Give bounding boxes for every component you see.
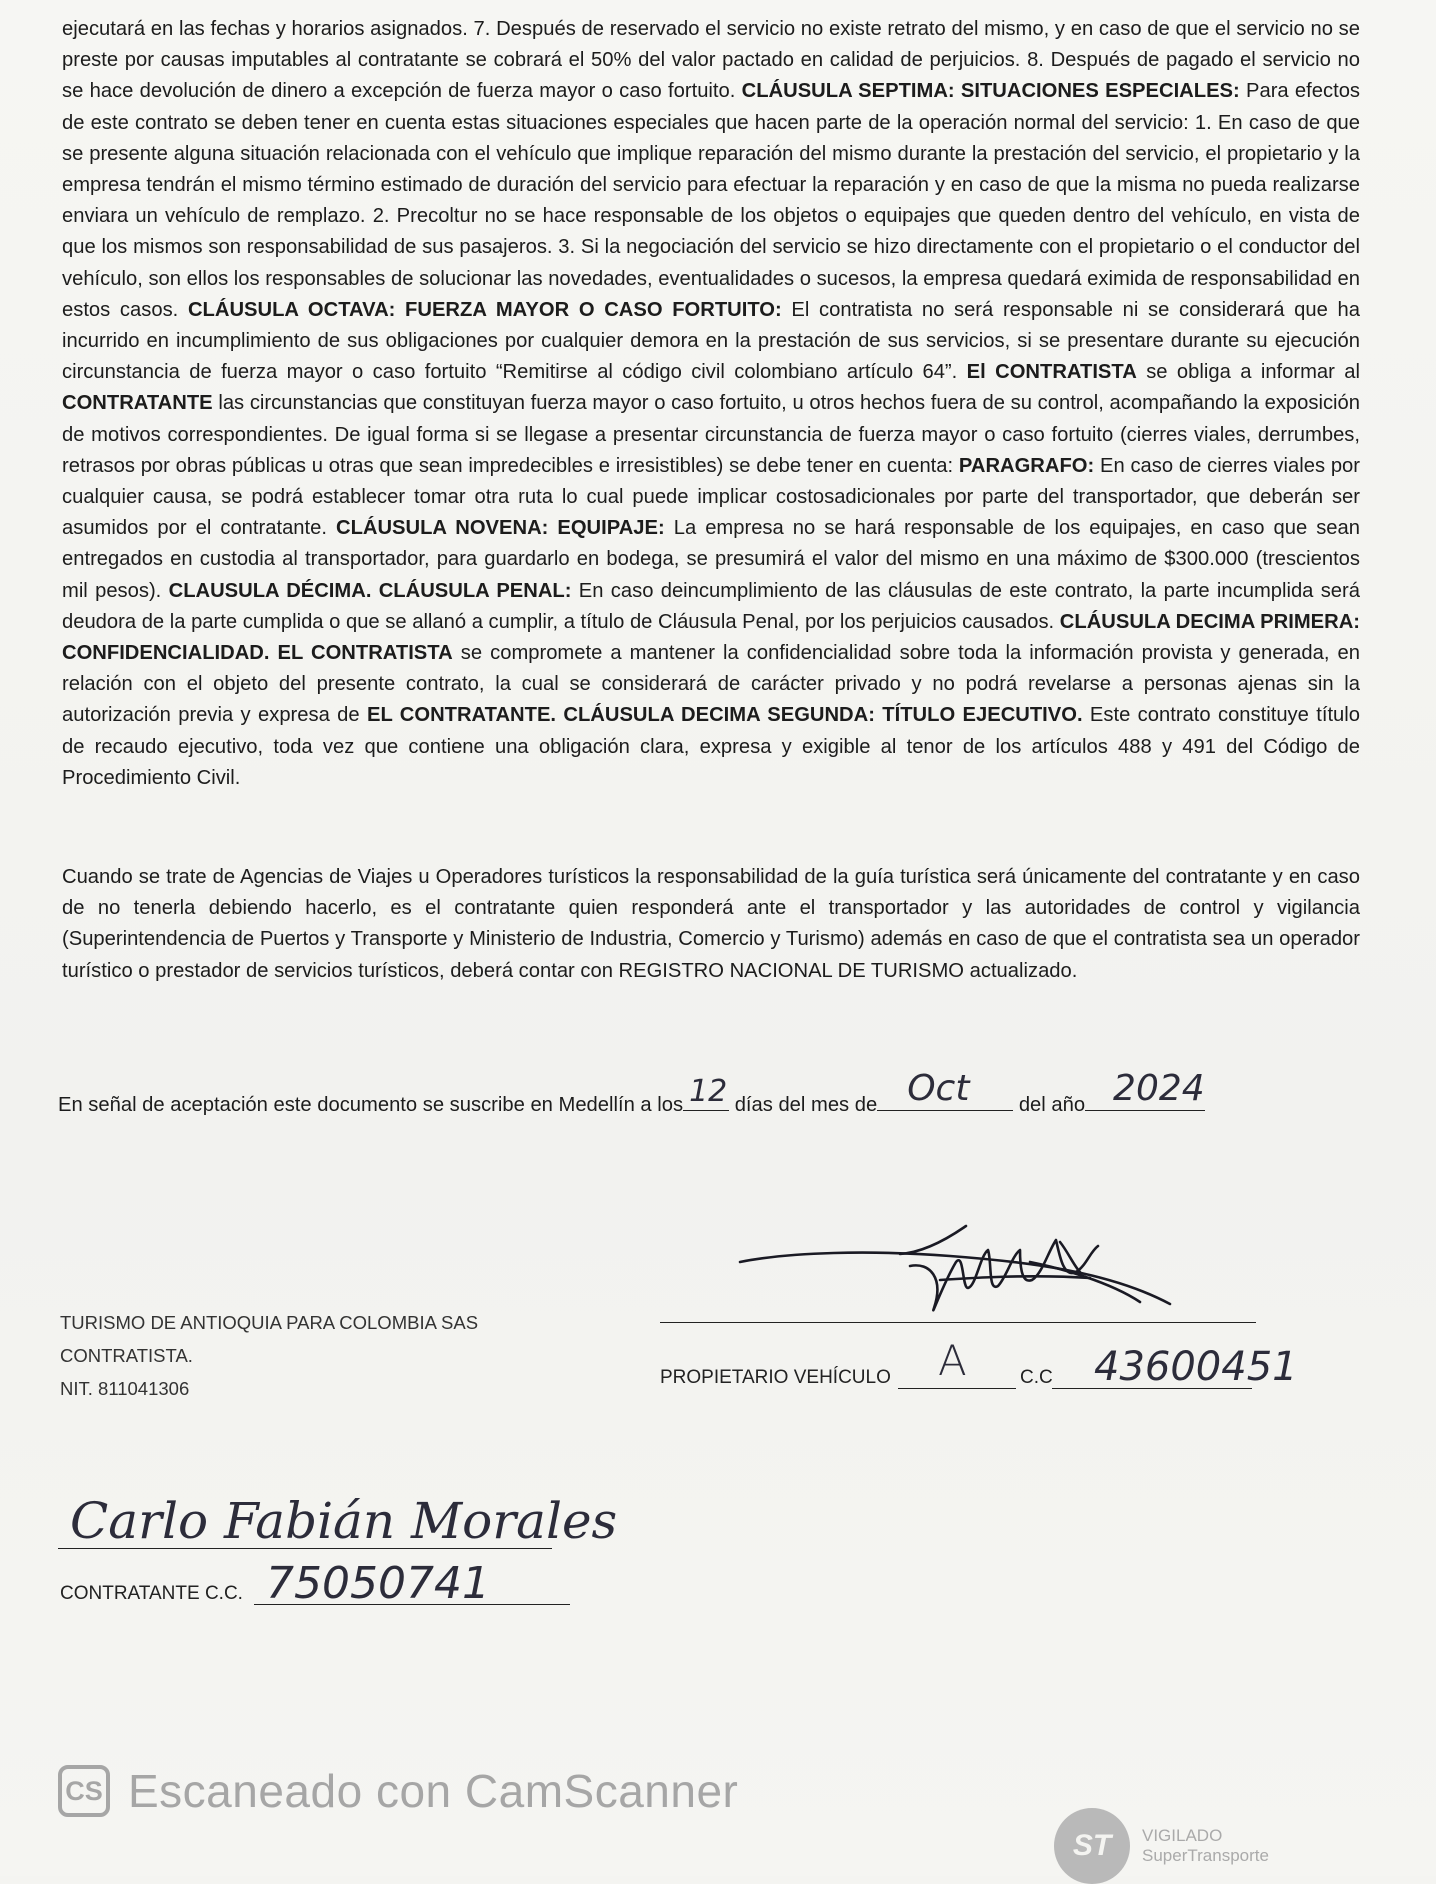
- clause-heading: CLÁUSULA NOVENA: EQUIPAJE:: [335, 517, 665, 540]
- day-blank: [683, 1074, 729, 1111]
- contratista-nit: NIT. 811041306: [60, 1378, 190, 1399]
- clause-heading: CLÁUSULA SEPTIMA: SITUACIONES ESPECIALES:: [741, 80, 1240, 103]
- clause-heading: CLÁUSULA DECIMA PRIMERA: CONFIDENCIALIDAD. EL CONTRATISTA: [62, 610, 1360, 665]
- camscanner-logo-icon: CS: [58, 1765, 110, 1817]
- owner-signature: [730, 1222, 1190, 1332]
- supertransporte-stamp: [1054, 1808, 1269, 1884]
- clause-text: las circunstancias que constituyan fuerza mayor o caso fortuito, u otros hechos fuera de su control, acompañando la exposición de motivos correspondientes. De igual forma si se llegase a presentar circunstancia de fuerza mayor o caso fortuito (cierres viales, derrumbes, retrasos por obras públicas u otras que sean impredecibles e irresistibles) se debe tener en cuenta:: [62, 392, 1360, 477]
- clause-text: Este contrato constituye título de recaudo ejecutivo, toda vez que contiene una obligación clara, expresa y exigible al tenor de los artículos 488 y 491 del Código de Procedimiento Civil.: [62, 704, 1360, 789]
- clause-text: se obliga a informar al: [1136, 361, 1360, 384]
- clause-text: ejecutará en las fechas y horarios asignados. 7. Después de reservado el servicio no existe retrato del mismo, y en caso de que el servicio no se preste por causas imputables al contratante se cobrará el 50% del valor pactado en calidad de perjuicios. 8. Después de pagado el servicio no se hace devolución de dinero a excepción de fuerza mayor o caso fortuito.: [62, 18, 1360, 103]
- handwritten-day: 12: [689, 1074, 728, 1109]
- handwritten-year: 2024: [1113, 1068, 1205, 1109]
- clause-text: En caso de cierres viales por cualquier causa, se podrá establecer tomar otra ruta lo cual puede implicar costosadicionales por parte del transportador, que deberán ser asumidos por el contratante.: [62, 454, 1360, 540]
- contract-clauses-paragraph: [62, 14, 1360, 794]
- clause-heading: El CONTRATISTA: [966, 361, 1137, 384]
- supertransporte-logo-icon: ST: [1054, 1808, 1130, 1884]
- vigilado-label: VIGILADO: [1142, 1826, 1223, 1845]
- clause-heading: CONTRATANTE: [62, 392, 213, 415]
- handwritten-owner-mark: A: [938, 1336, 967, 1385]
- clause-text: se compromete a mantener la confidencialidad sobre toda la información provista y generada, en relación con el objeto del presente contrato, la cual se considerará de carácter privado y no podrá revelarse a personas ajenas sin la autorización previa y expresa de: [62, 642, 1360, 727]
- contratante-cc-label: CONTRATANTE C.C.: [60, 1583, 243, 1604]
- acceptance-text-2: días del mes de: [734, 1094, 878, 1116]
- acceptance-text-3: del año: [1018, 1094, 1086, 1116]
- contratante-signature-line: [58, 1548, 552, 1549]
- clause-text: En caso deincumplimiento de las cláusulas de este contrato, la parte incumplida será deudora de la parte cumplida o que se allanó a cumplir, a título de Cláusula Penal, por los perjuicios causados.: [62, 579, 1360, 633]
- acceptance-line: [58, 1068, 1205, 1117]
- clause-text: La empresa no se hará responsable de los equipajes, en caso que sean entregados en custodia al transportador, para guardarlo en bodega, se presumirá el valor del mismo en una máximo de $300.000 (trescientos mil pesos).: [62, 517, 1360, 602]
- handwritten-owner-cc: 43600451: [1094, 1344, 1298, 1390]
- handwritten-month: Oct: [907, 1068, 970, 1109]
- acceptance-text-1: En señal de aceptación este documento se suscribe en Medellín a los: [58, 1094, 684, 1116]
- handwritten-contratante-name: Carlo Fabián Morales: [70, 1492, 618, 1550]
- supertransporte-text: [1142, 1826, 1269, 1866]
- clause-heading: EL CONTRATANTE. CLÁUSULA DECIMA SEGUNDA: TÍTULO EJECUTIVO.: [367, 704, 1083, 727]
- clause-heading: CLAUSULA DÉCIMA. CLÁUSULA PENAL:: [168, 579, 572, 602]
- handwritten-contratante-cc: 75050741: [266, 1558, 490, 1609]
- clause-heading: CLÁUSULA OCTAVA: FUERZA MAYOR O CASO FORTUITO:: [187, 298, 782, 321]
- year-blank: [1085, 1068, 1205, 1111]
- tourism-agencies-paragraph: Cuando se trate de Agencias de Viajes u Operadores turísticos la responsabilidad de la guía turística será únicamente del contratante y en caso de no tenerla debiendo hacerlo, es el contratante quien responderá ante el transportador y las autoridades de control y vigilancia (Superintendencia de Puertos y Transporte y Ministerio de Industria, Comercio y Turismo) además en caso de que el contratista sea un operador turístico o prestador de servicios turísticos, deberá contar con REGISTRO NACIONAL DE TURISMO actualizado.: [62, 866, 1360, 982]
- month-blank: [877, 1068, 1013, 1111]
- clause-heading: PARAGRAFO:: [958, 454, 1095, 477]
- camscanner-watermark: [58, 1764, 738, 1818]
- owner-signature-line: [660, 1322, 1256, 1323]
- propietario-mark-line: [898, 1388, 1016, 1389]
- contratista-company-name: TURISMO DE ANTIOQUIA PARA COLOMBIA SAS: [60, 1312, 479, 1333]
- clause-text: Para efectos de este contrato se deben tener en cuenta estas situaciones especiales que hacen parte de la operación normal del servicio: 1. En caso de que se presente alguna situación relacionada con el vehículo que implique reparación del mismo durante la prestación del servicio, el propietario y la empresa tendrán el mismo término estimado de duración del servicio para efectuar la reparación y en caso de que la misma no pueda realizarse enviara un vehículo de remplazo. 2. Precoltur no se hace responsable de los objetos o equipajes que queden dentro del vehículo, en vista de que los mismos son responsabilidad de sus pasajeros. 3. Si la negociación del servicio se hizo directamente con el propietario o el conductor del vehículo, son ellos los responsables de solucionar las novedades, eventualidades o sucesos, la empresa quedará eximida de responsabilidad en estos casos.: [62, 80, 1361, 321]
- contratista-role: CONTRATISTA.: [60, 1345, 193, 1366]
- propietario-cc-label: C.C: [1020, 1367, 1053, 1388]
- contratista-block: [60, 1306, 478, 1405]
- camscanner-text: Escaneado con CamScanner: [128, 1765, 739, 1817]
- propietario-vehiculo-label: PROPIETARIO VEHÍCULO: [660, 1367, 891, 1388]
- supertransporte-label: SuperTransporte: [1142, 1846, 1269, 1865]
- clause-text: El contratista no será responsable ni se considerará que ha incurrido en incumplimiento de sus obligaciones por cualquier demora en la prestación de sus servicios, si se presentare durante su ejecución circunstancia de fuerza mayor o caso fortuito “Remitirse al código civil colombiano artículo 64”.: [62, 298, 1360, 384]
